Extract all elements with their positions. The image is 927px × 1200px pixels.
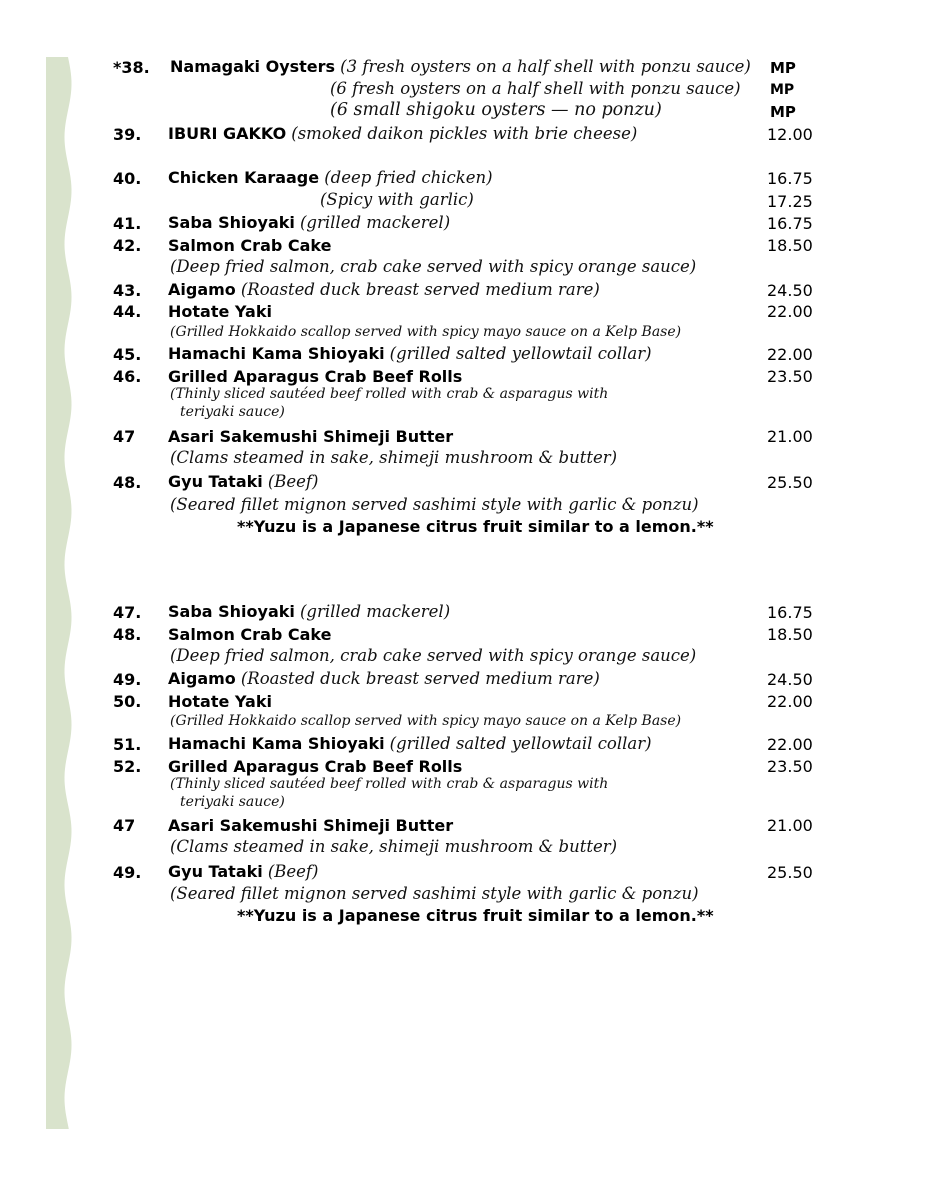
decorative-wave-bar — [46, 57, 74, 1129]
menu-item-namagaki-oysters: Namagaki Oysters (3 fresh oysters on a half shell with ponzu sauce) — [170, 57, 751, 76]
menu-item-asparagus-beef-rolls: Grilled Aparagus Crab Beef Rolls — [168, 367, 463, 386]
item-price: MP — [770, 82, 795, 98]
item-number: 47. — [113, 603, 142, 622]
menu-item-hotate-yaki: Hotate Yaki — [168, 692, 272, 711]
menu-item-chicken-karaage: Chicken Karaage (deep fried chicken) — [168, 168, 493, 187]
menu-item-aigamo: Aigamo (Roasted duck breast served medium rare) — [168, 669, 600, 688]
item-number: 40. — [113, 169, 142, 188]
item-price: 18.50 — [767, 236, 813, 255]
item-number: 41. — [113, 214, 142, 233]
item-number: *38. — [113, 58, 150, 77]
item-price: 17.25 — [767, 192, 813, 211]
item-price: 16.75 — [767, 603, 813, 622]
item-description: (Seared fillet mignon served sashimi style with garlic & ponzu) — [170, 884, 699, 903]
menu-item-saba-shioyaki: Saba Shioyaki (grilled mackerel) — [168, 602, 451, 621]
item-number: 48. — [113, 473, 142, 492]
item-number: 52. — [113, 757, 142, 776]
item-number: 47 — [113, 816, 136, 835]
item-price: MP — [770, 103, 796, 121]
item-description: (Deep fried salmon, crab cake served with spicy orange sauce) — [170, 646, 697, 665]
item-number: 47 — [113, 427, 136, 446]
menu-item-gyu-tataki: Gyu Tataki (Beef) — [168, 472, 319, 491]
item-price: 16.75 — [767, 169, 813, 188]
item-number: 49. — [113, 863, 142, 882]
item-price: 24.50 — [767, 670, 813, 689]
item-price: 18.50 — [767, 625, 813, 644]
yuzu-note: **Yuzu is a Japanese citrus fruit similar to a lemon.** — [237, 517, 714, 536]
menu-item-salmon-crab-cake: Salmon Crab Cake — [168, 236, 332, 255]
item-description: (Deep fried salmon, crab cake served with spicy orange sauce) — [170, 257, 697, 276]
item-number: 44. — [113, 302, 142, 321]
item-description: (Thinly sliced sautéed beef rolled with crab & asparagus with — [170, 776, 609, 792]
item-price: 22.00 — [767, 735, 813, 754]
item-description: (Clams steamed in sake, shimeji mushroom & butter) — [170, 837, 618, 856]
item-price: 22.00 — [767, 345, 813, 364]
item-description: (Grilled Hokkaido scallop served with spicy mayo sauce on a Kelp Base) — [170, 324, 682, 340]
item-price: 21.00 — [767, 427, 813, 446]
item-number: 46. — [113, 367, 142, 386]
item-description: teriyaki sauce) — [180, 404, 285, 420]
item-description: teriyaki sauce) — [180, 794, 285, 810]
item-price: MP — [770, 59, 796, 77]
item-price: 12.00 — [767, 125, 813, 144]
menu-item-hamachi-kama: Hamachi Kama Shioyaki (grilled salted yellowtail collar) — [168, 344, 652, 363]
item-number: 45. — [113, 345, 142, 364]
menu-item-hotate-yaki: Hotate Yaki — [168, 302, 272, 321]
menu-item-iburi-gakko: IBURI GAKKO (smoked daikon pickles with brie cheese) — [168, 124, 638, 143]
item-price: 25.50 — [767, 863, 813, 882]
menu-item-asari-sakemushi: Asari Sakemushi Shimeji Butter — [168, 816, 454, 835]
item-number: 49. — [113, 670, 142, 689]
item-number: 50. — [113, 692, 142, 711]
item-number: 43. — [113, 281, 142, 300]
menu-item-asari-sakemushi: Asari Sakemushi Shimeji Butter — [168, 427, 454, 446]
menu-item-saba-shioyaki: Saba Shioyaki (grilled mackerel) — [168, 213, 451, 232]
item-description: (6 small shigoku oysters — no ponzu) — [330, 100, 662, 120]
item-price: 23.50 — [767, 757, 813, 776]
item-description: (Clams steamed in sake, shimeji mushroom & butter) — [170, 448, 618, 467]
item-price: 25.50 — [767, 473, 813, 492]
item-description: (6 fresh oysters on a half shell with ponzu sauce) — [330, 79, 741, 98]
menu-item-aigamo: Aigamo (Roasted duck breast served medium rare) — [168, 280, 600, 299]
item-description: (Seared fillet mignon served sashimi style with garlic & ponzu) — [170, 495, 699, 514]
item-price: 22.00 — [767, 692, 813, 711]
item-price: 24.50 — [767, 281, 813, 300]
item-price: 21.00 — [767, 816, 813, 835]
item-price: 23.50 — [767, 367, 813, 386]
item-number: 42. — [113, 236, 142, 255]
menu-item-salmon-crab-cake: Salmon Crab Cake — [168, 625, 332, 644]
menu-item-gyu-tataki: Gyu Tataki (Beef) — [168, 862, 319, 881]
yuzu-note: **Yuzu is a Japanese citrus fruit similar to a lemon.** — [237, 906, 714, 925]
item-description: (Spicy with garlic) — [320, 190, 474, 209]
item-price: 22.00 — [767, 302, 813, 321]
item-number: 51. — [113, 735, 142, 754]
item-description: (Thinly sliced sautéed beef rolled with crab & asparagus with — [170, 386, 609, 402]
item-number: 39. — [113, 125, 142, 144]
menu-item-hamachi-kama: Hamachi Kama Shioyaki (grilled salted yellowtail collar) — [168, 734, 652, 753]
item-number: 48. — [113, 625, 142, 644]
item-description: (Grilled Hokkaido scallop served with spicy mayo sauce on a Kelp Base) — [170, 713, 682, 729]
menu-item-asparagus-beef-rolls: Grilled Aparagus Crab Beef Rolls — [168, 757, 463, 776]
item-price: 16.75 — [767, 214, 813, 233]
